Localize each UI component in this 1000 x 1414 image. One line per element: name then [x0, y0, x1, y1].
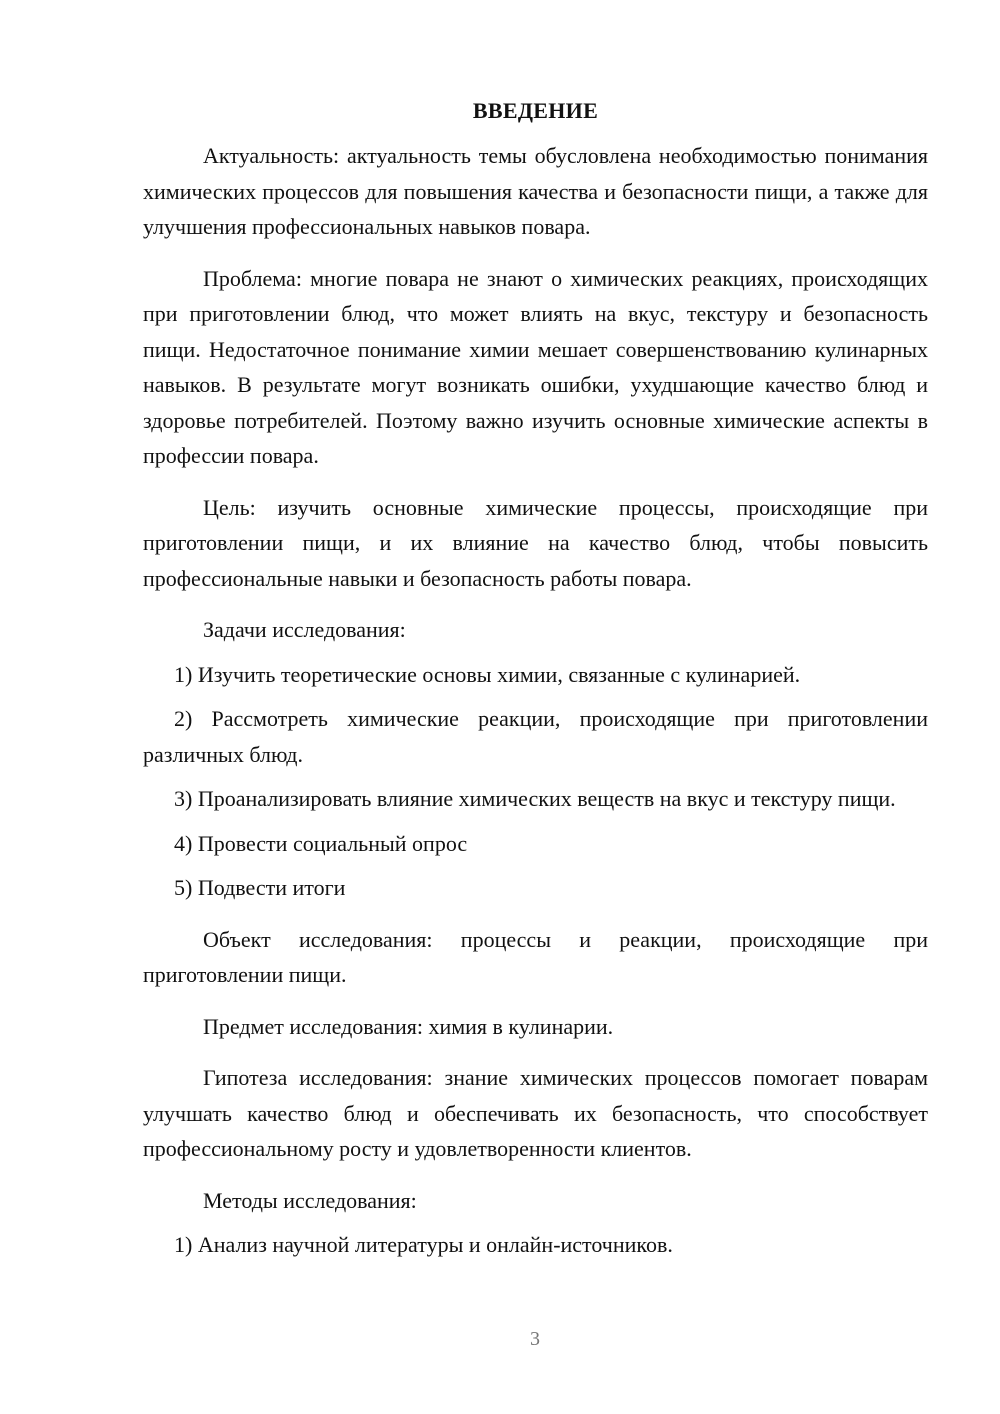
task-item: 3) Проанализировать влияние химических веществ на вкус и текстуру пищи. — [174, 786, 896, 811]
task-item: 2) Рассмотреть химические реакции, происходящие при приготовлении различных блюд. — [143, 706, 928, 767]
page-content — [143, 96, 928, 1272]
paragraph-tasks-heading: Задачи исследования: — [203, 617, 406, 642]
paragraph-relevance: Актуальность: актуальность темы обусловлена необходимостью понимания химических процессов для повышения качества и безопасности пищи, а также для улучшения профессиональных навыков повара. — [143, 143, 928, 239]
task-item: 5) Подвести итоги — [174, 875, 346, 900]
page-number: 3 — [530, 1328, 540, 1350]
method-item: 1) Анализ научной литературы и онлайн-источников. — [174, 1232, 673, 1257]
task-item: 1) Изучить теоретические основы химии, связанные с кулинарией. — [174, 661, 801, 687]
paragraph-hypothesis: Гипотеза исследования: знание химических процессов помогает поварам улучшать качество блюд и обеспечивать их безопасность, что способствует профессиональному росту и удовлетворенности клиентов. — [143, 1065, 928, 1161]
paragraph-problem: Проблема: многие повара не знают о химических реакциях, происходящих при приготовлении блюд, что может влиять на вкус, текстуру и безопасность пищи. Недостаточное понимание химии мешает совершенствованию кулинарных навыков. В результате могут возникать ошибки, ухудшающие качество блюд и здоровье потребителей. Поэтому важно изучить основные химические аспекты в профессии повара. — [143, 265, 928, 468]
paragraph-subject: Предмет исследования: химия в кулинарии. — [203, 1013, 614, 1039]
paragraph-goal: Цель: изучить основные химические процессы, происходящие при приготовлении пищи, и их влияние на качество блюд, чтобы повысить профессиональные навыки и безопасность работы повара. — [143, 494, 928, 591]
paragraph-methods-heading: Методы исследования: — [203, 1187, 417, 1213]
section-title: ВВЕДЕНИЕ — [472, 98, 599, 123]
paragraph-object: Объект исследования: процессы и реакции, происходящие при приготовлении пищи. — [143, 926, 928, 987]
task-item: 4) Провести социальный опрос — [174, 830, 468, 856]
